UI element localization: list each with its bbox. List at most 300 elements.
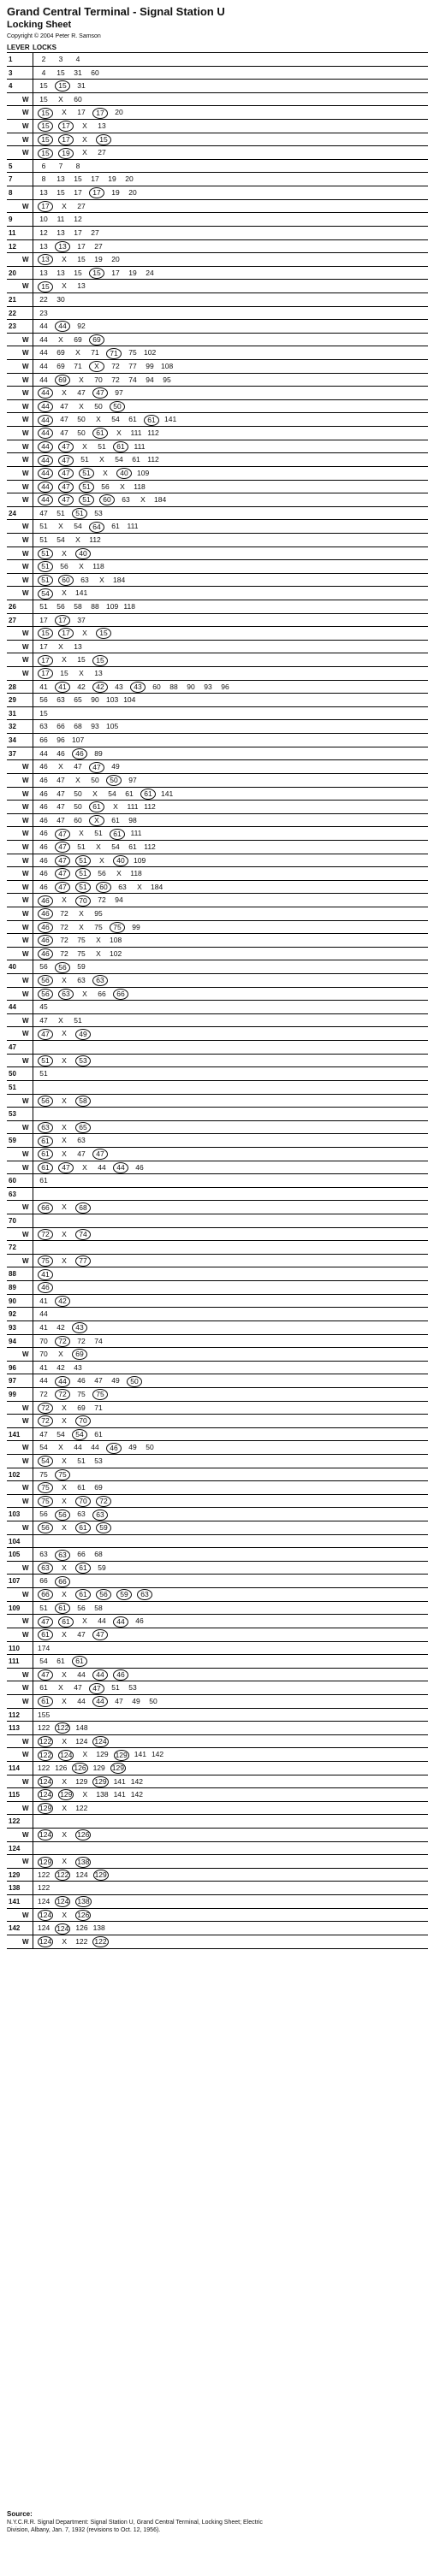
lock-number: 46 [39,842,48,851]
lock-number: 141 [134,1750,146,1759]
table-row [7,1001,428,1014]
lock-number: 53 [94,508,103,517]
lock-number: 44 [39,1376,48,1385]
w-marker: W [22,349,29,357]
lock-number: 22 [39,294,48,304]
circled-lock-number: 41 [38,1269,53,1280]
w-marker: W [22,830,29,838]
locks-cell [38,307,264,321]
lever-number: 63 [9,1190,16,1198]
circled-lock-number: 15 [96,134,111,145]
locks-cell [38,1095,264,1108]
lock-number: 46 [135,1616,144,1626]
circled-lock-number: 129 [39,1804,52,1813]
table-row [7,520,428,534]
locks-cell [38,80,264,93]
lock-number: 88 [169,682,178,691]
locks-cell [38,93,264,107]
lock-number: 46 [77,1376,86,1385]
circled-lock-number: 17 [58,134,74,145]
table-row [7,146,428,160]
table-row [7,374,428,387]
locks-cell [38,760,264,774]
lock-number: X [140,495,146,505]
table-row [7,760,428,774]
circled-lock-number: 15 [96,628,111,639]
source-label: Source: [7,2510,33,2518]
lock-number: X [62,1590,67,1599]
circled-lock-number: 17 [58,628,74,639]
lock-number: 12 [39,227,48,237]
lock-number: 44 [39,322,48,331]
circled-lock-number: 44 [38,455,53,466]
lock-number: X [75,348,80,357]
table-header [7,43,428,53]
table-row [7,93,428,107]
lever-number: 92 [9,1310,16,1319]
lock-number: 68 [94,1550,103,1559]
circled-lock-number: 69 [89,334,104,346]
locks-cell [38,1027,264,1041]
w-marker: W [22,977,29,985]
circled-lock-number: 56 [55,962,70,973]
lock-number: 72 [98,895,106,905]
lock-number: 66 [98,989,106,998]
locks-cell [38,881,264,895]
circled-lock-number: 46 [38,908,53,919]
lock-number: 122 [38,1764,51,1772]
table-row [7,427,428,440]
lock-number: 96 [221,682,229,691]
w-marker: W [22,642,29,651]
locks-cell [38,374,264,387]
lock-number: 124 [75,1736,88,1746]
table-row [7,1468,428,1482]
table-row [7,1188,428,1202]
lock-number: 56 [39,962,48,972]
circled-lock-number: 63 [55,1550,70,1561]
lock-number: 75 [77,936,86,945]
lock-number: 47 [56,789,65,798]
lock-number: 17 [111,268,120,277]
locks-cell [38,974,264,988]
locks-cell [38,1855,264,1869]
lock-number: X [62,1936,68,1946]
lock-number: 54 [111,842,120,851]
locks-cell [38,1374,264,1388]
circled-lock-number: 138 [77,1897,90,1906]
w-marker: W [22,1456,29,1465]
circled-lock-number: 59 [96,1522,111,1533]
lock-number: 6 [41,161,46,170]
lever-number: 23 [9,322,16,331]
lock-number: X [62,1096,67,1105]
table-row [7,253,428,267]
w-marker: W [22,442,29,451]
w-marker: W [22,363,29,371]
table-row [7,1722,428,1735]
lock-number: X [62,1055,67,1065]
lock-number: 71 [74,362,82,371]
lock-number: X [120,482,125,491]
lever-number: 122 [9,1817,21,1826]
table-row [7,1642,428,1656]
table-row [7,1882,428,1895]
circled-lock-number: 17 [58,121,74,132]
lock-number: 47 [56,802,65,812]
lock-number: 74 [128,375,137,384]
locks-cell [38,120,264,133]
table-row [7,1362,428,1375]
table-row [7,1255,428,1268]
lock-number: 47 [60,428,68,438]
lock-number: 49 [111,1376,120,1385]
w-marker: W [22,990,29,998]
lock-number: 102 [110,948,122,958]
locks-cell [38,547,264,561]
circled-lock-number: 72 [38,1403,53,1414]
table-row [7,1508,428,1521]
lock-number: 58 [74,601,82,611]
circled-lock-number: 50 [110,401,125,412]
w-marker: W [22,1617,29,1626]
lock-number: 31 [77,81,86,91]
locks-cell [38,293,264,307]
locks-cell [38,1669,264,1682]
lock-number: 59 [77,962,86,972]
lock-number: X [62,1910,68,1919]
lock-number: 47 [74,762,82,771]
w-marker: W [22,1030,29,1038]
circled-lock-number: 15 [55,80,70,92]
circled-lock-number: 51 [75,855,91,866]
lock-number: 53 [128,1683,137,1693]
table-row [7,774,428,788]
locks-cell [38,133,264,147]
lock-number: 72 [111,375,120,384]
circled-lock-number: 61 [140,789,156,800]
circled-lock-number: 66 [38,1202,53,1214]
lock-number: X [62,1456,67,1465]
circled-lock-number: 75 [110,922,125,933]
lock-number: 47 [56,815,65,824]
table-row [7,1655,428,1669]
lock-number: 15 [74,174,82,184]
circled-lock-number: 122 [94,1937,107,1947]
lock-number: 46 [39,882,48,891]
lock-number: X [62,388,67,398]
lock-number: 50 [77,415,86,424]
lock-number: 20 [115,108,123,117]
lock-number: 8 [41,174,46,184]
lock-number: 112 [89,535,101,544]
circled-lock-number: 15 [92,655,108,666]
lever-number: 40 [9,963,16,972]
w-marker: W [22,1777,29,1786]
lever-number: 7 [9,175,13,184]
locks-cell [38,186,264,200]
circled-lock-number: 44 [38,428,53,439]
circled-lock-number: 15 [38,628,53,639]
w-marker: W [22,856,29,865]
lever-number: 12 [9,242,16,251]
table-row [7,907,428,921]
lock-number: 44 [98,1162,106,1172]
circled-lock-number: 47 [92,1629,108,1640]
circled-lock-number: 15 [38,281,53,292]
lever-number: 105 [9,1551,21,1559]
table-row [7,707,428,721]
lock-number: 49 [128,1443,137,1452]
locks-cell [38,667,264,681]
table-row [7,1121,428,1135]
circled-lock-number: 51 [79,468,94,479]
circled-lock-number: 47 [58,494,74,505]
locks-cell [38,520,264,534]
lock-number: 20 [128,188,137,198]
w-marker: W [22,656,29,665]
lock-number: 20 [111,255,120,264]
lock-number: 53 [94,1456,103,1465]
circled-lock-number: 44 [38,494,53,505]
lock-number: 124 [38,1923,51,1933]
lock-number: 47 [39,1429,48,1439]
circled-lock-number: 44 [38,441,53,452]
locks-cell [38,1788,264,1802]
lock-number: 61 [39,1176,48,1185]
locks-cell [38,653,264,667]
table-row [7,881,428,895]
lock-number: 61 [94,1429,103,1439]
circled-lock-number: 56 [38,989,53,1000]
lock-number: 138 [92,1923,105,1933]
locks-cell [38,1455,264,1468]
locks-cell [38,1295,264,1309]
w-marker: W [22,523,29,531]
locks-cell [38,1642,264,1656]
w-marker: W [22,776,29,784]
w-marker: W [22,1497,29,1505]
lock-number: 72 [39,1389,48,1398]
lock-number: 13 [39,241,48,251]
w-marker: W [22,335,29,344]
locks-cell [38,734,264,747]
locks-cell [38,213,264,227]
lever-number: 113 [9,1724,20,1733]
lever-number: 141 [9,1898,21,1906]
locking-table [7,43,428,1949]
lock-number: X [62,201,67,210]
table-row [7,1388,428,1402]
lock-number: X [82,1750,88,1759]
w-marker: W [22,1524,29,1533]
w-marker: W [22,202,29,210]
table-row [7,1281,428,1295]
lock-number: X [62,1830,68,1840]
lock-number: 94 [115,895,123,905]
circled-lock-number: 124 [39,1776,52,1786]
lock-number: 60 [152,682,161,691]
lever-number: 20 [9,269,16,277]
locks-cell [38,948,264,961]
lever-number: 141 [9,1430,21,1439]
lock-number: 23 [39,308,48,317]
circled-lock-number: 47 [89,762,104,773]
table-row [7,560,428,574]
circled-lock-number: 49 [75,1029,91,1040]
lock-number: 47 [115,1696,123,1705]
circled-lock-number: 56 [96,1589,111,1600]
lever-number: 21 [9,295,16,304]
lock-number: 65 [74,695,82,705]
lock-number: 66 [39,1576,48,1586]
lock-number: 46 [39,775,48,784]
circled-lock-number: 15 [38,121,53,132]
locks-cell [38,1014,264,1028]
table-row [7,960,428,974]
lock-number: X [62,1122,67,1131]
w-marker: W [22,1350,29,1359]
circled-lock-number: 64 [89,522,104,533]
lock-number: 71 [94,1403,103,1412]
table-row [7,1481,428,1495]
table-row [7,1935,428,1949]
circled-lock-number: 129 [60,1790,73,1799]
lock-number: 51 [39,535,48,544]
lock-number: 31 [74,68,82,77]
lock-number: 19 [108,174,116,184]
lock-number: 54 [111,415,120,424]
circled-lock-number: 17 [38,668,53,679]
lock-number: X [62,1416,67,1426]
lock-number: X [62,1776,68,1786]
circled-lock-number: 44 [92,1696,108,1707]
locks-cell [38,1255,264,1268]
lock-number: 37 [77,615,86,624]
circled-lock-number: 44 [55,321,70,332]
circled-lock-number: 129 [94,1776,107,1786]
lever-number: 47 [9,1043,16,1052]
lock-number: 13 [56,174,65,184]
w-marker: W [22,1444,29,1452]
lock-number: 56 [39,1510,48,1519]
lever-number: 24 [9,509,16,517]
table-row [7,747,428,761]
w-marker: W [22,1751,29,1759]
lock-number: X [79,922,84,931]
w-marker: W [22,870,29,878]
locks-cell [38,1321,264,1335]
circled-lock-number: 122 [56,1870,69,1880]
circled-lock-number: 51 [79,494,94,505]
w-marker: W [22,589,29,598]
w-marker: W [22,1563,29,1572]
circled-lock-number: 47 [55,829,70,840]
lock-number: 47 [39,508,48,517]
lock-number: X [113,802,118,812]
locks-cell [38,1588,264,1602]
lock-number: 47 [74,1683,82,1693]
lock-number: 54 [115,455,123,464]
w-marker: W [22,936,29,945]
lever-number: 5 [9,162,13,170]
lever-number: 103 [9,1510,21,1519]
circled-lock-number: 56 [55,1510,70,1521]
circled-lock-number: 72 [55,1389,70,1400]
lever-number: 22 [9,309,16,317]
lock-number: 69 [56,348,65,357]
lock-number: 47 [60,401,68,411]
circled-lock-number: 63 [137,1589,152,1600]
table-row [7,1134,428,1148]
lock-number: 46 [56,748,65,758]
lever-number: 44 [9,1003,16,1012]
w-marker: W [22,1697,29,1705]
circled-lock-number: 47 [38,1669,53,1681]
lock-number: 122 [75,1936,88,1946]
w-marker: W [22,122,29,131]
circled-lock-number: 124 [60,1750,73,1759]
circled-lock-number: 40 [75,548,91,559]
lock-number: 96 [56,736,65,745]
circled-lock-number: 66 [38,1589,53,1600]
lock-number: 44 [39,362,48,371]
lock-number: 99 [146,362,154,371]
lock-number: X [96,936,101,945]
lock-number: X [79,401,84,411]
page-subtitle: Locking Sheet [7,20,72,30]
lock-number: X [116,428,122,438]
lock-number: 13 [74,641,82,651]
table-row [7,681,428,694]
table-row [7,1108,428,1121]
locks-cell [38,453,264,467]
w-marker: W [22,456,29,464]
locks-cell [38,240,264,254]
locks-cell [38,467,264,481]
circled-lock-number: 72 [96,1496,111,1507]
lock-number: 72 [77,1336,86,1345]
lever-number: 50 [9,1070,16,1078]
lock-number: 124 [75,1870,88,1879]
lock-number: 97 [128,775,137,784]
circled-lock-number: 69 [72,1349,87,1360]
w-marker: W [22,1911,29,1919]
lock-number: 138 [96,1790,109,1799]
lock-number: 51 [77,1456,86,1465]
table-row [7,67,428,80]
lock-number: 54 [74,522,82,531]
table-row [7,867,428,881]
lock-number: X [62,1696,67,1705]
locks-cell [38,427,264,440]
lever-number: 37 [9,749,16,758]
locks-cell [38,227,264,240]
lock-number: 51 [56,508,65,517]
locks-cell [38,1468,264,1482]
circled-lock-number: 51 [75,868,91,879]
lock-number: 17 [91,174,99,184]
lock-number: 74 [94,1336,103,1345]
lock-number: 47 [56,775,65,784]
lock-number: X [62,281,67,291]
table-row [7,788,428,801]
lock-number: 47 [60,415,68,424]
table-row [7,307,428,321]
lock-number: 19 [128,268,137,277]
lock-number: 49 [111,762,120,771]
lock-number: X [58,1683,63,1693]
